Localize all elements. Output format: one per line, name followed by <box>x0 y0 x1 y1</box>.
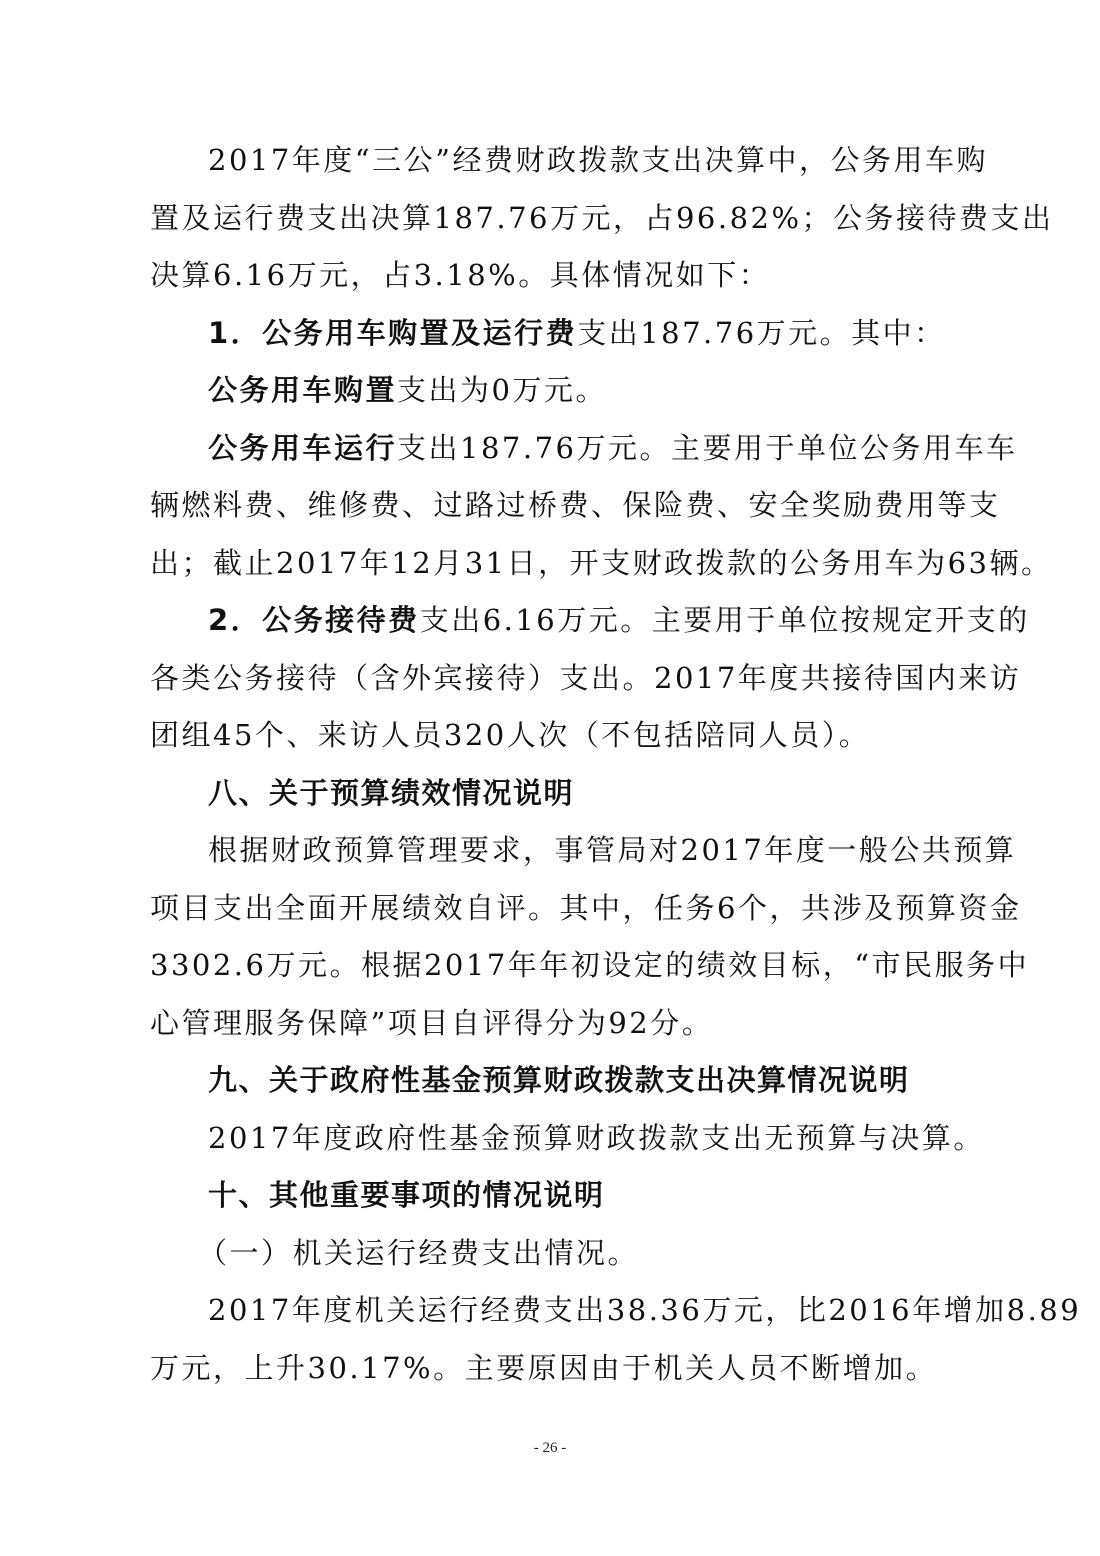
bold-lead-text: 2．公务接待费 <box>208 603 420 637</box>
bold-lead-text: 公务用车购置 <box>208 373 398 407</box>
section-heading: 十、其他重要事项的情况说明 <box>208 1178 605 1212</box>
paragraph-line <box>150 592 1030 650</box>
paragraph-line: 置及运行费支出决算187.76万元，占96.82%；公务接待费支出 <box>150 200 1054 235</box>
paragraph-line <box>150 420 1018 478</box>
paragraph-line <box>150 305 960 363</box>
paragraph-line: 万元，上升30.17%。主要原因由于机关人员不断增加。 <box>150 1350 938 1385</box>
paragraph-line: 辆燃料费、维修费、过路过桥费、保险费、安全奖励费用等支 <box>150 488 1001 522</box>
paragraph-line: 2017年度“三公”经费财政拨款支出决算中，公务用车购 <box>208 143 988 177</box>
paragraph-line: 2017年度机关运行经费支出38.36万元，比2016年增加8.89 <box>208 1293 1082 1327</box>
paragraph-text: 支出6.16万元。主要用于单位按规定开支的 <box>419 603 1030 637</box>
section-heading: 八、关于预算绩效情况说明 <box>208 775 575 810</box>
paragraph-line: 根据财政预算管理要求，事管局对2017年度一般公共预算 <box>208 833 1017 867</box>
paragraph-line <box>150 362 960 420</box>
paragraph-line: 项目支出全面开展绩效自评。其中，任务6个，共涉及预算资金 <box>150 890 1022 925</box>
paragraph-text: 支出为0万元。 <box>397 373 607 407</box>
paragraph-line: 团组45个、来访人员320人次（不包括陪同人员）。 <box>150 718 871 752</box>
page-number: - 26 - <box>533 1440 567 1456</box>
document-body <box>150 132 1082 1397</box>
section-heading: 九、关于政府性基金预算财政拨款支出决算情况说明 <box>208 1063 910 1097</box>
paragraph-line: 2017年度政府性基金预算财政拨款支出无预算与决算。 <box>208 1120 985 1155</box>
paragraph-line: 心管理服务保障”项目自评得分为92分。 <box>150 1005 714 1040</box>
paragraph-line: 出；截止2017年12月31日，开支财政拨款的公务用车为63辆。 <box>150 545 1053 580</box>
bold-lead-text: 公务用车运行 <box>208 430 398 465</box>
paragraph-line: 决算6.16万元，占3.18%。具体情况如下： <box>150 258 771 292</box>
paragraph-text: 支出187.76万元。主要用于单位公务用车车 <box>397 430 1018 465</box>
paragraph-line: 3302.6万元。根据2017年年初设定的绩效目标，“市民服务中 <box>150 948 1030 982</box>
subsection-heading: （一）机关运行经费支出情况。 <box>198 1235 640 1270</box>
bold-lead-text: 1．公务用车购置及运行费 <box>208 315 578 350</box>
paragraph-line: 各类公务接待（含外宾接待）支出。2017年度共接待国内来访 <box>150 660 1022 695</box>
paragraph-text: 支出187.76万元。其中： <box>577 315 946 350</box>
